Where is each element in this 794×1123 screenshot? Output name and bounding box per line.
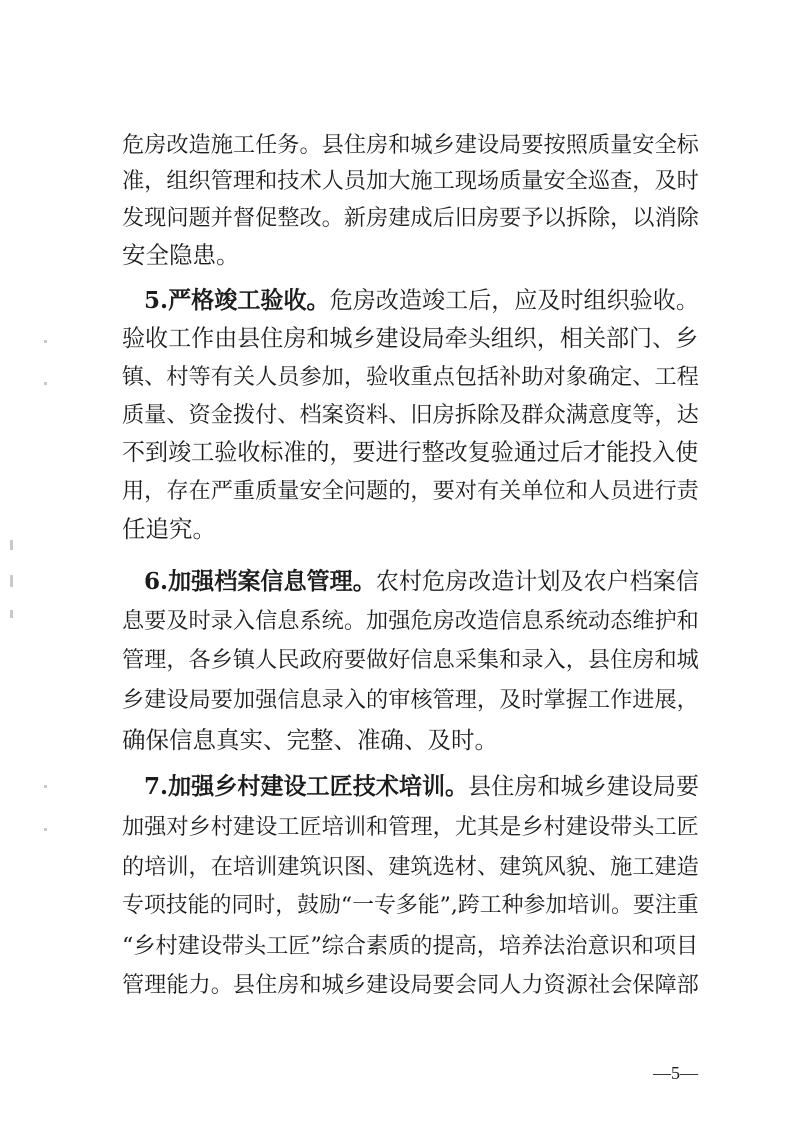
body-text-line: 危房改造施工任务。县住房和城乡建设局要按照质量安全标: [122, 132, 699, 158]
body-text-line: 用，存在严重质量安全问题的，要对有关单位和人员进行责: [122, 478, 699, 504]
section-first-line-text: 县住房和城乡建设局要: [468, 774, 699, 800]
body-text-line: 息要及时录入信息系统。加强危房改造信息系统动态维护和: [122, 608, 699, 634]
section-heading: 6.加强档案信息管理。: [144, 568, 376, 595]
scan-speck: [10, 610, 13, 618]
body-text-line: “乡村建设带头工匠”综合素质的提高，培养法治意识和项目: [122, 933, 699, 959]
section-first-line: [144, 770, 702, 804]
section-first-line-text: 农村危房改造计划及农户档案信: [375, 569, 699, 595]
scan-speck: [44, 382, 47, 385]
body-text-line: 安全隐患。: [122, 241, 240, 269]
body-text-line: 验收工作由县住房和城乡建设局牵头组织，相关部门、乡: [122, 326, 699, 352]
body-text-line: 任追究。: [122, 515, 216, 543]
body-text-line: 不到竣工验收标准的，要进行整改复验通过后才能投入使: [122, 440, 699, 466]
body-text-line: 管理，各乡镇人民政府要做好信息采集和录入，县住房和城: [122, 647, 699, 673]
body-text-line: 质量、资金拨付、档案资料、旧房拆除及群众满意度等，达: [122, 402, 699, 428]
page-number: —5—: [653, 1063, 698, 1083]
body-text-line: 专项技能的同时，鼓励“一专多能”,跨工种参加培训。要注重: [122, 893, 699, 918]
scan-speck: [44, 828, 47, 831]
scan-speck: [44, 785, 47, 788]
scan-speck: [44, 340, 47, 343]
body-text-line: 的培训，在培训建筑识图、建筑选材、建筑风貌、施工建造: [122, 854, 699, 880]
scan-speck: [10, 540, 13, 550]
section-heading: 5.严格竣工验收。: [144, 287, 330, 314]
scan-speck: [10, 575, 13, 587]
section-first-line: [144, 284, 702, 318]
body-text-line: 准，组织管理和技术人员加大施工现场质量安全巡查，及时: [122, 168, 699, 194]
body-text-line: 发现问题并督促整改。新房建成后旧房要予以拆除，以消除: [122, 205, 699, 231]
body-text-line: 确保信息真实、完整、准确、及时。: [122, 726, 498, 754]
body-text-line: 镇、村等有关人员参加，验收重点包括补助对象确定、工程: [122, 364, 699, 390]
section-heading: 7.加强乡村建设工匠技术培训。: [144, 773, 469, 800]
body-text-line: 加强对乡村建设工匠培训和管理，尤其是乡村建设带头工匠: [122, 814, 699, 840]
body-text-line: 乡建设局要加强信息录入的审核管理，及时掌握工作进展，: [122, 687, 699, 713]
section-first-line-text: 危房改造竣工后，应及时组织验收。: [329, 288, 699, 314]
body-text-line: 管理能力。县住房和城乡建设局要会同人力资源社会保障部: [122, 972, 699, 998]
section-first-line: [144, 565, 702, 599]
